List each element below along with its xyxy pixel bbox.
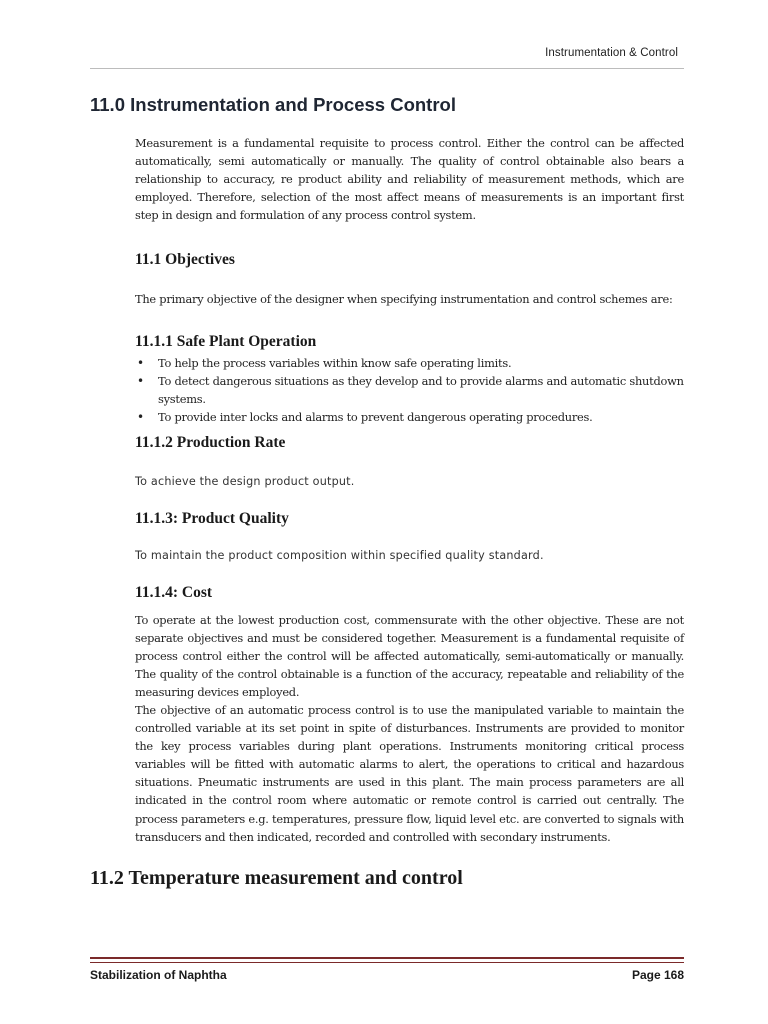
running-header: Instrumentation & Control: [545, 47, 678, 59]
objectives-heading: 11.1 Objectives: [135, 251, 235, 268]
bullet-icon: •: [137, 374, 144, 389]
bullet-text: To detect dangerous situations as they develop and to provide alarms and automatic shutdown systems.: [158, 374, 684, 407]
cost-heading: 11.1.4: Cost: [135, 584, 213, 601]
section-11-0-paragraph: Measurement is a fundamental requisite to process control. Either the control can be affected automatically, semi automatically or manually. The quality of control obtainable also bears a relationship to accuracy, re product ability and reliability of measurement methods, which are employed. Therefore, selection of the most affect means of measurements is an important first step in design and formulation of any process control system.: [135, 136, 684, 223]
list-item: [135, 354, 684, 372]
product-quality-text: To maintain the product composition within specified quality standard.: [135, 549, 544, 562]
bullet-icon: •: [137, 356, 144, 370]
safe-plant-operation-heading: 11.1.1 Safe Plant Operation: [135, 333, 317, 350]
footer-rule-thick: [90, 957, 684, 959]
production-rate-heading: 11.1.2 Production Rate: [135, 434, 286, 451]
cost-paragraph-2: The objective of an automatic process control is to use the manipulated variable to maintain the controlled variable at its set point in spite of disturbances. Instruments are provided to monitor the key process variables during plant operations. Instruments monitoring critical process variables will be fitted with automatic alarms to alert, the operations to critical and hazardous situations. Pneumatic instruments are used in this plant. The main process parameters are all indicated in the control room where automatic or remote control is carried out centrally. The process parameters e.g. temperatures, pressure flow, liquid level etc. are converted to signals with transducers and then indicated, recorded and controlled with secondary instruments.: [135, 703, 684, 844]
header-rule: [90, 68, 684, 69]
production-rate-text: To achieve the design product output.: [135, 475, 355, 488]
cost-paragraph-1: To operate at the lowest production cost, commensurate with the other objective. These are not separate objectives and must be considered together. Measurement is a fundamental requisite of process control either the control will be affected automatically, semi-automatically or manually. The quality of the control obtainable is a function of the accuracy, repeatable and reliability of the measuring devices employed.: [135, 613, 684, 700]
section-11-0-heading: 11.0 Instrumentation and Process Control: [90, 94, 456, 115]
bullet-icon: •: [137, 410, 144, 425]
footer-title: Stabilization of Naphtha: [90, 968, 227, 982]
footer-rule-thin: [90, 962, 684, 963]
safe-plant-bullet-list: [135, 354, 684, 426]
bullet-text: To provide inter locks and alarms to prevent dangerous operating procedures.: [158, 410, 593, 425]
bullet-text: To help the process variables within know safe operating limits.: [158, 356, 512, 370]
product-quality-heading: 11.1.3: Product Quality: [135, 510, 289, 527]
objectives-intro: The primary objective of the designer when specifying instrumentation and control schemes are:: [135, 292, 673, 306]
list-item: [135, 372, 684, 408]
list-item: [135, 408, 684, 426]
page-number: Page 168: [631, 968, 684, 982]
section-11-2-heading: 11.2 Temperature measurement and control: [90, 867, 463, 889]
